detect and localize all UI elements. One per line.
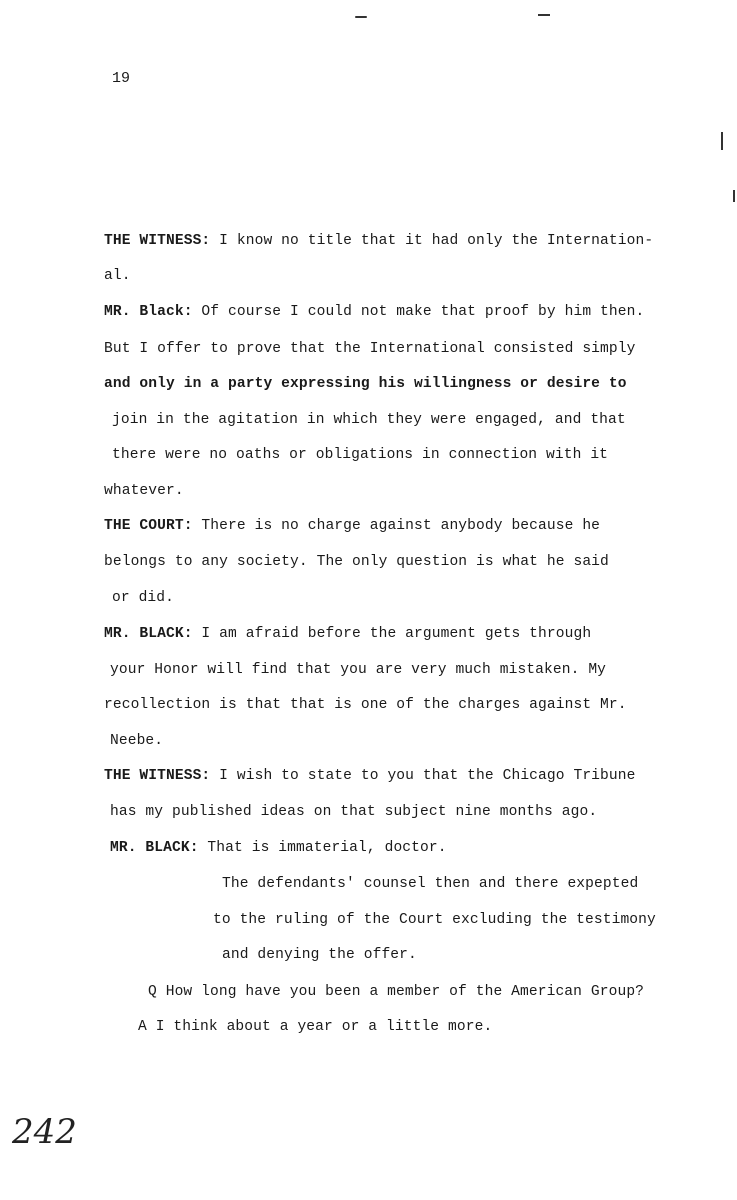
line-text: recollection is that that is one of the charges against Mr. bbox=[104, 697, 627, 713]
speaker-label: THE WITNESS: bbox=[104, 233, 211, 249]
speaker-label: MR. BLACK: bbox=[104, 626, 193, 642]
transcript-line bbox=[104, 483, 184, 499]
line-text: belongs to any society. The only question is what he said bbox=[104, 554, 609, 570]
line-text: Q How long have you been a member of the American Group? bbox=[148, 984, 645, 1000]
line-text: your Honor will find that you are very much mistaken. My bbox=[110, 662, 607, 678]
line-text: That is immaterial, doctor. bbox=[198, 840, 447, 856]
transcript-line bbox=[110, 662, 606, 678]
line-text: But I offer to prove that the International consisted simply bbox=[104, 341, 636, 357]
transcript-line bbox=[213, 912, 656, 928]
transcript-line bbox=[222, 947, 417, 963]
line-text: and denying the offer. bbox=[222, 947, 417, 963]
transcript-line bbox=[104, 554, 609, 570]
line-text: I am afraid before the argument gets through bbox=[192, 626, 592, 642]
line-text: join in the agitation in which they were engaged, and that bbox=[112, 412, 626, 428]
line-text: and only in a party expressing his willingness or desire to bbox=[104, 376, 627, 392]
transcript-line bbox=[104, 518, 600, 534]
speaker-label: MR. Black: bbox=[104, 304, 193, 320]
line-text: al. bbox=[104, 268, 131, 284]
line-text: I wish to state to you that the Chicago Tribune bbox=[210, 768, 636, 784]
transcript-line bbox=[148, 984, 644, 1000]
speaker-label: THE WITNESS: bbox=[104, 768, 211, 784]
line-text: The defendants' counsel then and there expepted bbox=[222, 876, 639, 892]
transcript-line bbox=[104, 233, 653, 249]
transcript-line bbox=[222, 876, 638, 892]
transcript-line bbox=[112, 590, 174, 606]
line-text: has my published ideas on that subject nine months ago. bbox=[110, 804, 598, 820]
scan-mark-right-2 bbox=[733, 190, 735, 202]
scan-mark-top-right bbox=[538, 14, 550, 16]
transcript-line bbox=[104, 341, 635, 357]
transcript-line bbox=[104, 376, 627, 392]
line-text: Neebe. bbox=[110, 733, 164, 749]
line-text: whatever. bbox=[104, 483, 184, 499]
speaker-label: MR. BLACK: bbox=[110, 840, 199, 856]
transcript-line bbox=[104, 268, 131, 284]
line-text: I know no title that it had only the Internation- bbox=[210, 233, 654, 249]
handwritten-margin-note: 242 bbox=[12, 1112, 77, 1152]
line-text: There is no charge against anybody because he bbox=[192, 518, 601, 534]
transcript-line bbox=[110, 733, 163, 749]
page-number: 19 bbox=[112, 70, 131, 87]
line-text: or did. bbox=[112, 590, 175, 606]
transcript-line bbox=[112, 447, 608, 463]
line-text: A I think about a year or a little more. bbox=[138, 1019, 493, 1035]
transcript-line bbox=[110, 840, 447, 856]
line-text: to the ruling of the Court excluding the testimony bbox=[213, 912, 656, 928]
speaker-label: THE COURT: bbox=[104, 518, 193, 534]
scan-mark-top-left bbox=[355, 16, 367, 18]
transcript-line bbox=[104, 626, 591, 642]
transcript-line bbox=[104, 768, 635, 784]
transcript-line bbox=[110, 804, 597, 820]
line-text: there were no oaths or obligations in connection with it bbox=[112, 447, 609, 463]
scan-mark-right-1 bbox=[721, 132, 723, 150]
transcript-line bbox=[104, 304, 644, 320]
line-text: Of course I could not make that proof by him then. bbox=[192, 304, 645, 320]
transcript-line bbox=[138, 1019, 492, 1035]
transcript-line bbox=[104, 697, 627, 713]
transcript-line bbox=[112, 412, 626, 428]
